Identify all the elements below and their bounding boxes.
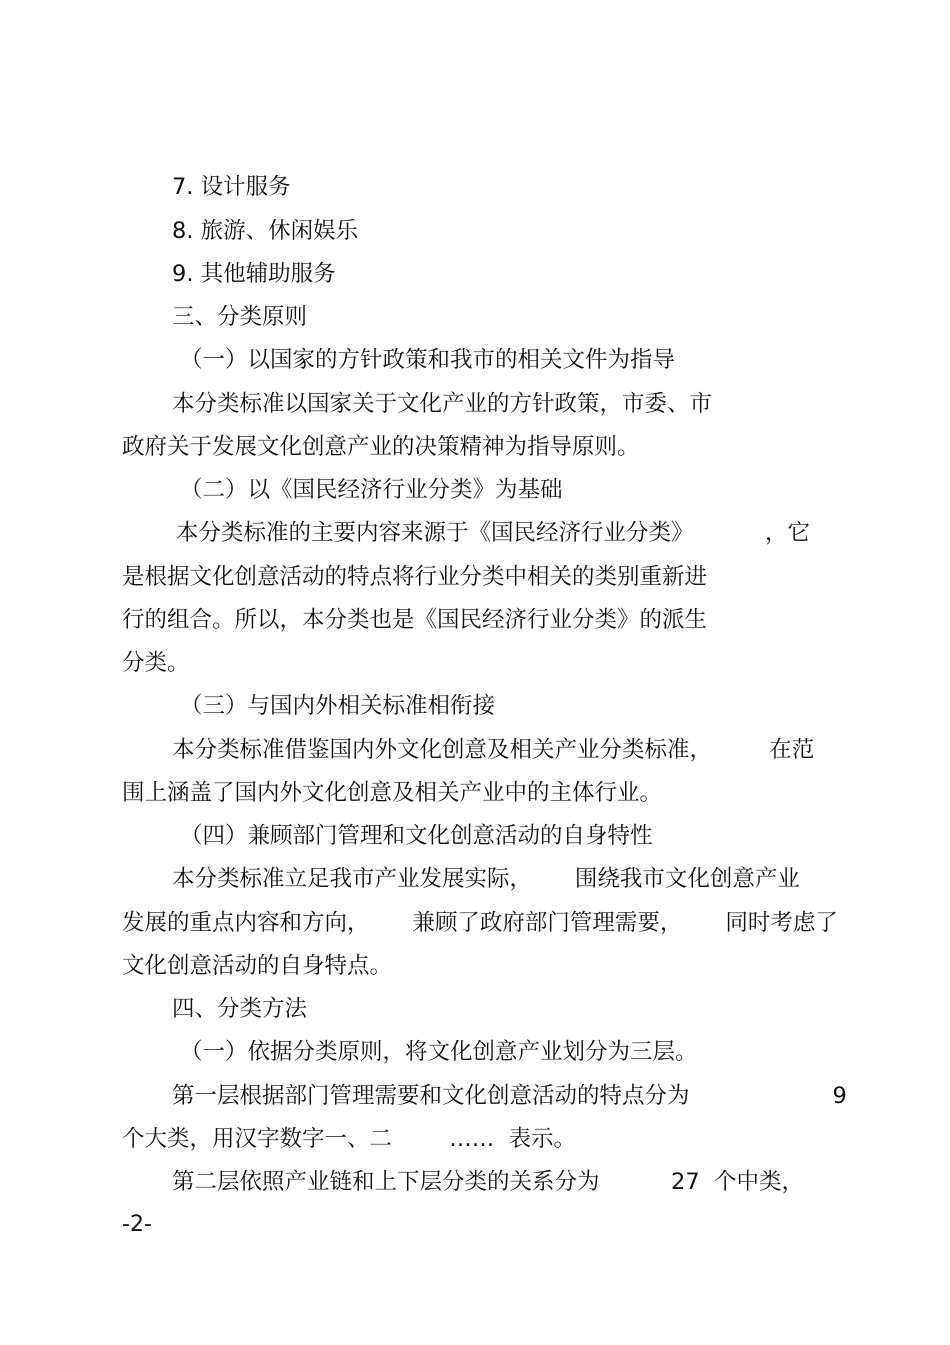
- paragraph-line: 围上涵盖了国内外文化创意及相关产业中的主体行业。: [122, 780, 663, 806]
- paragraph-line: 个大类，用汉字数字一、二 …… 表示。: [122, 1126, 577, 1152]
- paragraph-line: 是根据文化创意活动的特点将行业分类中相关的类别重新进: [122, 564, 708, 590]
- paragraph-line: 本分类标准的主要内容来源于《国民经济行业分类》 ，它: [176, 520, 811, 546]
- paragraph-line: 第二层依照产业链和上下层分类的关系分为 27 个中类，: [172, 1169, 804, 1195]
- list-item: 8. 旅游、休闲娱乐: [172, 218, 359, 244]
- subsection-heading: （一）依据分类原则，将文化创意产业划分为三层。: [180, 1039, 698, 1065]
- paragraph-line: 分类。: [122, 650, 190, 676]
- subsection-heading: （二）以《国民经济行业分类》为基础: [180, 477, 563, 503]
- paragraph-line: 第一层根据部门管理需要和文化创意活动的特点分为 9: [172, 1083, 847, 1109]
- paragraph-line: 发展的重点内容和方向， 兼顾了政府部门管理需要， 同时考虑了: [122, 910, 838, 936]
- subsection-heading: （三）与国内外相关标准相衔接: [180, 693, 496, 719]
- section-heading: 四、分类方法: [172, 996, 308, 1022]
- paragraph-line: 本分类标准借鉴国内外文化创意及相关产业分类标准， 在范: [172, 737, 815, 763]
- subsection-heading: （一）以国家的方针政策和我市的相关文件为指导: [180, 347, 676, 373]
- paragraph-line: 行的组合。所以，本分类也是《国民经济行业分类》的派生: [122, 607, 708, 633]
- list-item: 9. 其他辅助服务: [172, 261, 336, 287]
- paragraph-line: 本分类标准以国家关于文化产业的方针政策，市委、市: [172, 391, 713, 417]
- page-number: -2-: [122, 1212, 152, 1237]
- section-heading: 三、分类原则: [172, 304, 308, 330]
- subsection-heading: （四）兼顾部门管理和文化创意活动的自身特性: [180, 823, 653, 849]
- list-item: 7. 设计服务: [172, 174, 291, 200]
- paragraph-line: 本分类标准立足我市产业发展实际， 围绕我市文化创意产业: [172, 866, 800, 892]
- paragraph-line: 文化创意活动的自身特点。: [122, 953, 393, 979]
- paragraph-line: 政府关于发展文化创意产业的决策精神为指导原则。: [122, 434, 640, 460]
